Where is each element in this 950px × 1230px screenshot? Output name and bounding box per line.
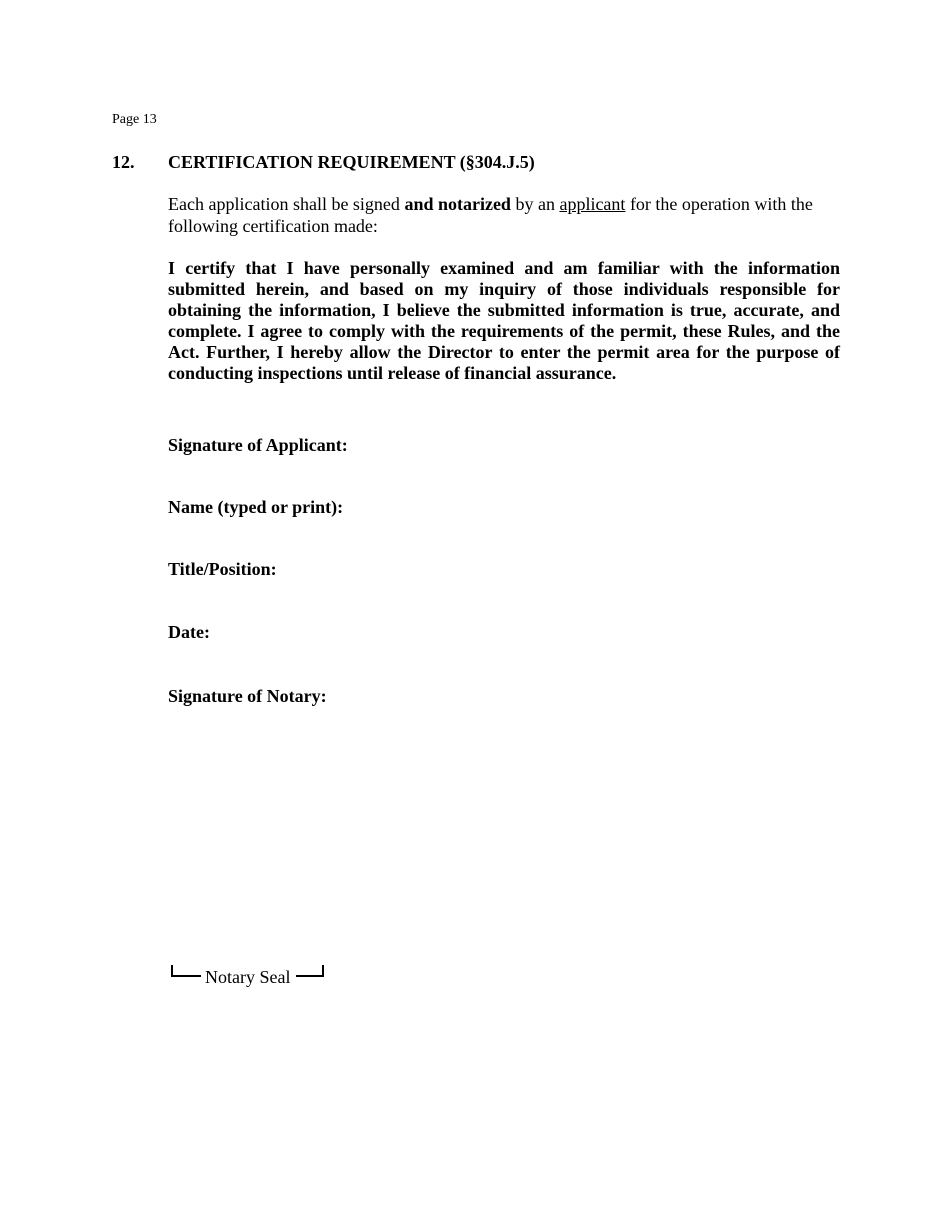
notary-seal-label: Notary Seal xyxy=(205,967,291,987)
intro-bold-text: and notarized xyxy=(404,194,511,214)
intro-paragraph xyxy=(168,193,840,237)
intro-text-2: by an xyxy=(510,194,560,214)
intro-text-1: Each application shall be signed xyxy=(168,194,405,214)
seal-bracket-right-icon xyxy=(296,965,324,977)
title-position-label: Title/Position: xyxy=(168,559,277,579)
name-label: Name (typed or print): xyxy=(168,497,344,517)
intro-underlined-text: applicant xyxy=(559,194,626,214)
page-number: Page 13 xyxy=(112,112,157,127)
section-heading xyxy=(112,151,535,173)
signature-notary-label: Signature of Notary: xyxy=(168,686,327,706)
section-number: 12. xyxy=(112,152,135,172)
signature-applicant-label: Signature of Applicant: xyxy=(168,435,348,455)
section-title: CERTIFICATION REQUIREMENT (§304.J.5) xyxy=(168,152,535,172)
intro-text-3: for the operation with the following certification made: xyxy=(168,194,813,236)
seal-bracket-left-icon xyxy=(171,965,201,977)
notary-seal-area xyxy=(171,964,324,990)
certification-statement: I certify that I have personally examined and am familiar with the information submitted herein, and based on my inquiry of those individuals responsible for obtaining the information, I believe the submitted information is true, accurate, and complete. I agree to comply with the requirements of the permit, these Rules, and the Act. Further, I hereby allow the Director to enter the permit area for the purpose of conducting inspections until release of financial assurance. xyxy=(168,258,840,383)
date-label: Date: xyxy=(168,622,210,642)
